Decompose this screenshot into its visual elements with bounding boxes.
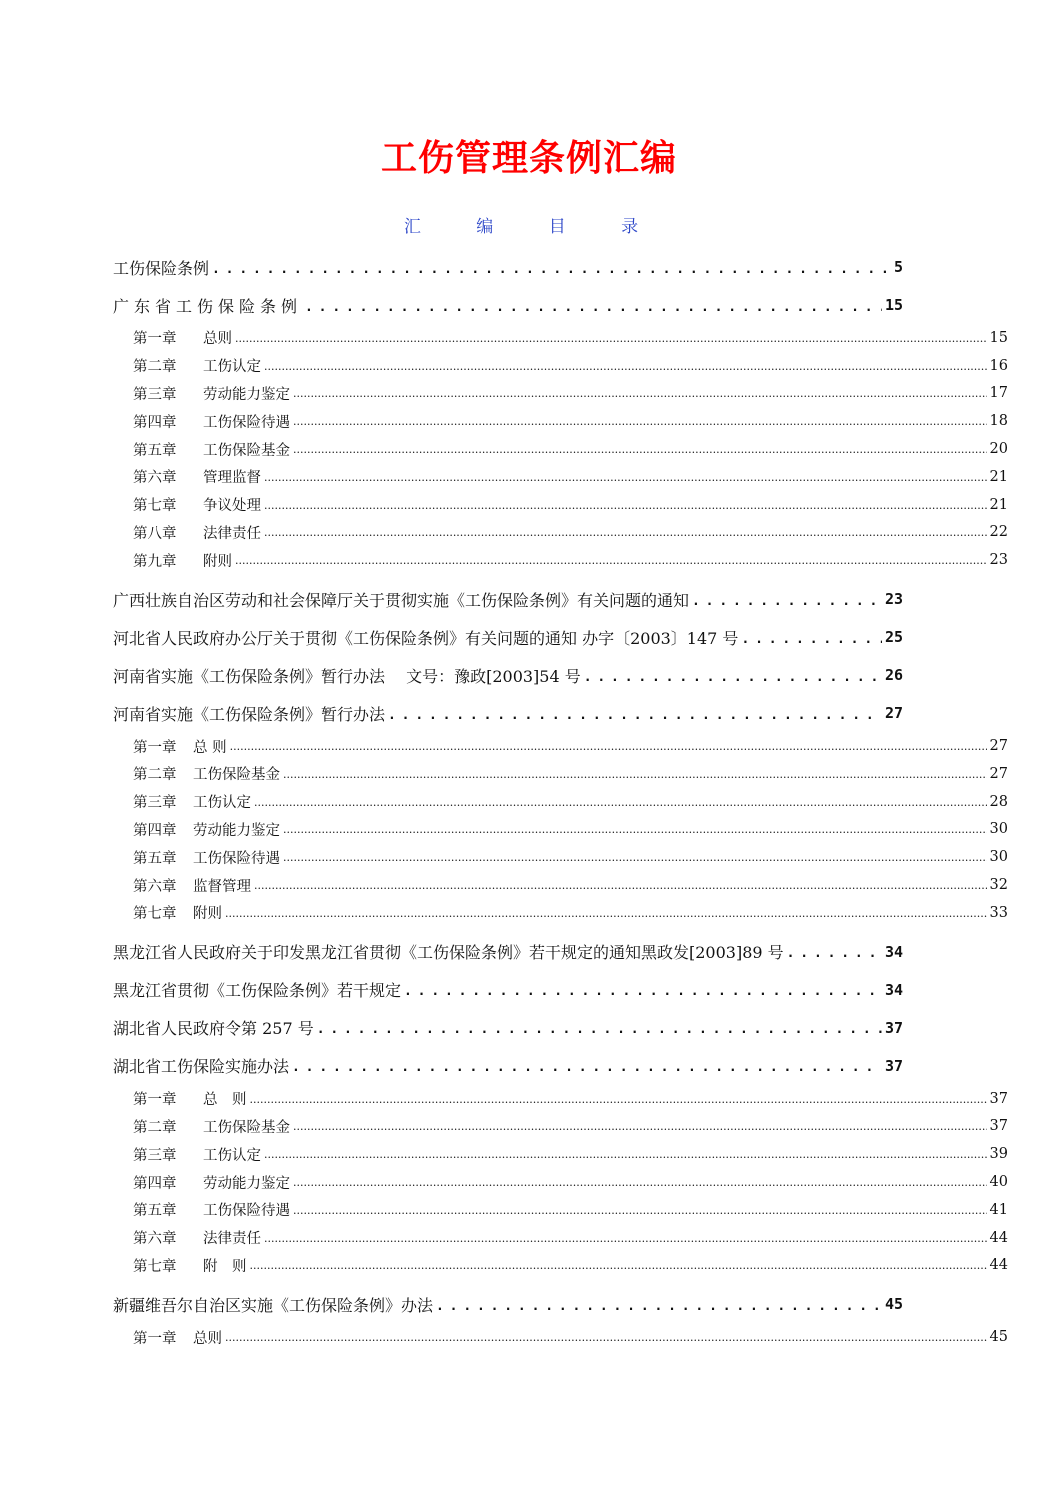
chapter-number: 第七章 [133, 498, 177, 515]
toc-entry-label: 广西壮族自治区劳动和社会保障厅关于贯彻实施《工伤保险条例》有关问题的通知 [113, 590, 690, 610]
toc-entry-label: 河南省实施《工伤保险条例》暂行办法 [113, 704, 386, 724]
dot-leader [305, 296, 882, 315]
dot-leader [293, 413, 987, 429]
page-number: 41 [989, 1201, 1008, 1218]
chapter-number: 第一章 [133, 1330, 177, 1347]
toc-subentry[interactable] [113, 816, 1008, 844]
chapter-title: 工伤保险待遇 [203, 1203, 290, 1220]
chapter-title: 工伤保险基金 [193, 767, 280, 784]
toc-entry-label: 新疆维吾尔自治区实施《工伤保险条例》办法 [113, 1295, 434, 1315]
chapter-number: 第八章 [133, 525, 177, 542]
page-number: 30 [989, 821, 1008, 838]
chapter-number: 第二章 [133, 359, 177, 376]
dot-leader [225, 905, 987, 921]
page-number: 37 [989, 1090, 1008, 1107]
chapter-title: 法律责任 [203, 525, 261, 542]
toc-subentry[interactable] [113, 491, 1008, 519]
toc-entry-label [133, 1227, 261, 1248]
chapter-title: 附 则 [203, 1258, 247, 1275]
chapter-title: 工伤认定 [193, 795, 251, 812]
page-number: 28 [989, 793, 1008, 810]
chapter-number: 第七章 [133, 906, 177, 923]
chapter-number: 第一章 [133, 1092, 177, 1109]
chapter-title: 监督管理 [193, 878, 251, 895]
toc-subentry[interactable] [113, 1252, 1008, 1280]
toc-subentry[interactable] [113, 435, 1008, 463]
toc-subentry[interactable] [113, 1085, 1008, 1113]
chapter-title: 工伤认定 [203, 359, 261, 376]
toc-entry-label: 黑龙江省人民政府关于印发黑龙江省贯彻《工伤保险条例》若干规定的通知黑政发[2003]89 号 [113, 943, 784, 963]
chapter-number: 第二章 [133, 1119, 177, 1136]
dot-leader [283, 821, 987, 837]
page-number: 34 [884, 980, 903, 999]
toc-entry-label [133, 355, 261, 376]
page-number: 18 [989, 413, 1008, 430]
toc-entry-label [133, 411, 290, 432]
chapter-title: 总则 [203, 331, 232, 348]
dot-leader [692, 590, 882, 609]
page-number: 34 [884, 942, 903, 961]
dot-leader [283, 766, 987, 782]
toc-entry-label: 广东省工伤保险条例 [113, 296, 303, 316]
toc-entry-label [133, 847, 280, 868]
chapter-number: 第一章 [133, 739, 177, 756]
toc-subentry[interactable] [113, 1140, 1008, 1168]
page-number: 39 [989, 1146, 1008, 1163]
toc-entry-label: 湖北省工伤保险实施办法 [113, 1057, 290, 1077]
toc-subentry[interactable] [113, 788, 1008, 816]
toc-entry-label: 黑龙江省贯彻《工伤保险条例》若干规定 [113, 981, 402, 1001]
toc-entry[interactable] [113, 580, 903, 618]
chapter-title: 总则 [193, 1330, 222, 1347]
chapter-title: 劳动能力鉴定 [203, 1175, 290, 1192]
chapter-number: 第四章 [133, 1175, 177, 1192]
toc-entry-label [133, 791, 251, 812]
chapter-number: 第四章 [133, 414, 177, 431]
toc-entry[interactable] [113, 248, 903, 286]
dot-leader [293, 1202, 987, 1218]
toc-entry-label [133, 466, 261, 487]
chapter-title: 争议处理 [203, 498, 261, 515]
toc-subentry[interactable] [113, 1113, 1008, 1141]
toc-subentry[interactable] [113, 407, 1008, 435]
toc-entry-label [133, 1255, 247, 1276]
toc-subentry[interactable] [113, 899, 1008, 927]
dot-leader [264, 358, 987, 374]
toc-entry-label [133, 1199, 290, 1220]
page-number: 25 [884, 628, 903, 647]
toc-subentry[interactable] [113, 732, 1008, 760]
toc-entry-label: 工伤保险条例 [113, 258, 210, 278]
toc-entry[interactable] [113, 694, 903, 732]
page-number: 37 [989, 1118, 1008, 1135]
chapter-title: 劳动能力鉴定 [203, 386, 290, 403]
toc-subentry[interactable] [113, 352, 1008, 380]
dot-leader [293, 1118, 987, 1134]
dot-leader [293, 1174, 987, 1190]
chapter-title: 附则 [193, 906, 222, 923]
toc-entry[interactable] [113, 618, 903, 656]
page-number: 45 [989, 1329, 1008, 1346]
dot-leader [230, 738, 987, 754]
toc-subentry[interactable] [113, 380, 1008, 408]
dot-leader [250, 1257, 987, 1273]
toc-entry-label [133, 1088, 247, 1109]
toc-subentry[interactable] [113, 1323, 1008, 1351]
toc-subentry[interactable] [113, 324, 1008, 352]
dot-leader [235, 330, 987, 346]
toc-entry-label [133, 875, 251, 896]
toc-subentry[interactable] [113, 463, 1008, 491]
toc-subentry[interactable] [113, 1196, 1008, 1224]
toc-entry[interactable] [113, 286, 903, 324]
chapter-number: 第六章 [133, 1231, 177, 1248]
toc-entry[interactable] [113, 1047, 903, 1085]
toc-entry[interactable] [113, 971, 903, 1009]
chapter-number: 第三章 [133, 795, 177, 812]
toc-entry-label [133, 383, 290, 404]
table-of-contents [113, 248, 1008, 1351]
page-number: 45 [884, 1295, 903, 1314]
toc-entry-label [133, 1144, 261, 1165]
chapter-title: 工伤保险基金 [203, 442, 290, 459]
chapter-number: 第五章 [133, 442, 177, 459]
toc-entry-label [133, 819, 280, 840]
page-number: 21 [989, 468, 1008, 485]
page-number: 5 [893, 258, 903, 276]
toc-entry-label: 河南省实施《工伤保险条例》暂行办法 文号：豫政[2003]54 号 [113, 666, 581, 686]
toc-entry[interactable] [113, 656, 903, 694]
page-number: 21 [989, 496, 1008, 513]
page-number: 26 [884, 666, 903, 685]
toc-entry-label [133, 736, 227, 757]
toc-entry[interactable] [113, 933, 903, 971]
chapter-title: 工伤保险待遇 [193, 850, 280, 867]
dot-leader [741, 628, 882, 647]
toc-entry-label [133, 1327, 222, 1348]
dot-leader [264, 469, 987, 485]
dot-leader [388, 704, 882, 723]
chapter-title: 劳动能力鉴定 [193, 822, 280, 839]
toc-entry[interactable] [113, 1009, 903, 1047]
chapter-number: 第三章 [133, 1147, 177, 1164]
dot-leader [250, 1091, 987, 1107]
toc-subentry[interactable] [113, 519, 1008, 547]
dot-leader [584, 666, 882, 685]
chapter-number: 第六章 [133, 878, 177, 895]
toc-subentry[interactable] [113, 760, 1008, 788]
toc-entry-label [133, 522, 261, 543]
page-number: 27 [884, 704, 903, 723]
chapter-number: 第五章 [133, 1203, 177, 1220]
toc-entry-label: 河北省人民政府办公厅关于贯彻《工伤保险条例》有关问题的通知 办字〔2003〕147 号 [113, 628, 739, 648]
chapter-number: 第三章 [133, 386, 177, 403]
toc-entry-label: 湖北省人民政府令第 257 号 [113, 1019, 314, 1039]
dot-leader [254, 794, 987, 810]
page-number: 44 [989, 1257, 1008, 1274]
dot-leader [264, 1146, 987, 1162]
dot-leader [292, 1056, 882, 1075]
toc-subentry[interactable] [113, 1224, 1008, 1252]
dot-leader [212, 258, 891, 277]
page-number: 15 [884, 296, 903, 314]
page-number: 22 [989, 524, 1008, 541]
toc-heading: 汇 编 目 录 [403, 217, 655, 237]
toc-subentry[interactable] [113, 1168, 1008, 1196]
chapter-title: 工伤保险待遇 [203, 414, 290, 431]
page-number: 27 [989, 738, 1008, 755]
chapter-title: 管理监督 [203, 470, 261, 487]
dot-leader [293, 441, 987, 457]
chapter-title: 法律责任 [203, 1231, 261, 1248]
page-number: 40 [989, 1174, 1008, 1191]
chapter-title: 工伤保险基金 [203, 1119, 290, 1136]
page-number: 30 [989, 849, 1008, 866]
page-number: 27 [989, 765, 1008, 782]
page-number: 15 [989, 329, 1008, 346]
dot-leader [404, 980, 882, 999]
page-number: 32 [989, 877, 1008, 894]
toc-subentry[interactable] [113, 546, 1008, 574]
page-number: 20 [989, 441, 1008, 458]
page-number: 37 [884, 1056, 903, 1075]
toc-entry-label [133, 327, 232, 348]
document-title: 工伤管理条例汇编 [380, 137, 677, 179]
chapter-title: 工伤认定 [203, 1147, 261, 1164]
page-number: 37 [884, 1018, 903, 1037]
toc-entry-label [133, 1116, 290, 1137]
dot-leader [254, 877, 987, 893]
toc-entry-label [133, 439, 290, 460]
chapter-number: 第五章 [133, 850, 177, 867]
chapter-number: 第九章 [133, 553, 177, 570]
dot-leader [264, 524, 987, 540]
toc-entry[interactable] [113, 1285, 903, 1323]
chapter-number: 第六章 [133, 470, 177, 487]
chapter-number: 第七章 [133, 1258, 177, 1275]
chapter-number: 第一章 [133, 331, 177, 348]
dot-leader [317, 1018, 882, 1037]
page-number: 23 [989, 552, 1008, 569]
toc-subentry[interactable] [113, 871, 1008, 899]
chapter-number: 第四章 [133, 822, 177, 839]
page-number: 17 [989, 385, 1008, 402]
toc-entry-label [133, 902, 222, 923]
page-number: 23 [884, 590, 903, 609]
dot-leader [264, 1230, 987, 1246]
dot-leader [264, 497, 987, 513]
toc-entry-label [133, 550, 232, 571]
toc-entry-label [133, 494, 261, 515]
chapter-title: 总 则 [193, 739, 227, 756]
dot-leader [436, 1295, 882, 1314]
dot-leader [225, 1329, 987, 1345]
dot-leader [293, 385, 987, 401]
page-number: 16 [989, 357, 1008, 374]
dot-leader [787, 942, 882, 961]
toc-entry-label [133, 1172, 290, 1193]
dot-leader [283, 849, 987, 865]
toc-subentry[interactable] [113, 843, 1008, 871]
chapter-title: 总 则 [203, 1092, 247, 1109]
dot-leader [235, 552, 987, 568]
toc-entry-label [133, 763, 280, 784]
page-number: 44 [989, 1229, 1008, 1246]
chapter-number: 第二章 [133, 767, 177, 784]
chapter-title: 附则 [203, 553, 232, 570]
page-number: 33 [989, 904, 1008, 921]
